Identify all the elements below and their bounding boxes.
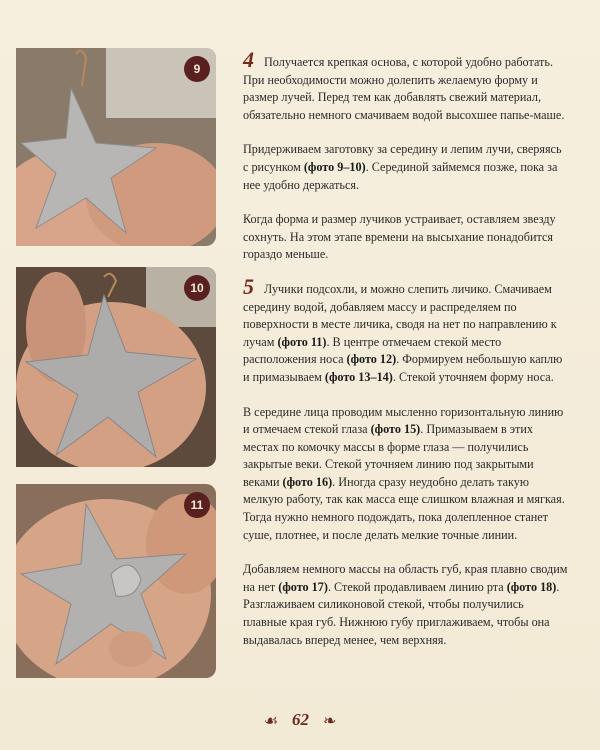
text-run: Лучики подсохли, и можно слепить личико. Смачиваем середину водой, добавляем массу и распределяем по поверхности в месте личика, сводя на нет по направлению к лучам: [243, 281, 557, 349]
text-run: В середине лица проводим мысленно горизонтальную линию и отмечаем стекой глаза: [243, 404, 564, 437]
photo-reference: (фото 18): [506, 579, 557, 594]
text-run: Когда форма и размер лучиков устраивает, оставляем звезду сохнуть. На этом этапе времени на высыхание понадобится гораздо меньше.: [243, 212, 556, 262]
text-run: . Формируем небольшую каплю и примазываем: [243, 352, 563, 384]
photo-reference: (фото 17): [278, 579, 328, 594]
paragraph: [243, 47, 568, 124]
photo-reference: (фото 9–10): [303, 159, 366, 174]
paragraph: [243, 561, 568, 649]
text-run: . Стекой уточняем форму носа.: [392, 369, 554, 384]
text-run: Добавляем немного массы на область губ, края плавно сводим на нет: [243, 562, 568, 594]
text-run: . Стекой продавливаем линию рта: [327, 579, 507, 594]
text-run: Получается крепкая основа, с которой удобно работать. При необходимости можно долепить желаемую форму и размер лучей. Перед тем как добавлять свежий материал, обязательно немного смачиваем водой высохшее папье-маше.: [243, 55, 565, 122]
paragraph: [243, 211, 568, 264]
step-number: 4: [243, 47, 254, 72]
photo-reference: (фото 16): [282, 474, 333, 489]
text-run: . Примазываем в этих местах по комочку массы в форме глаза — получились закрытые веки. Стекой уточняем линию под закрытыми веками: [243, 422, 534, 489]
text-run: . В центре отмечаем стекой место расположения носа: [243, 334, 502, 367]
paragraph: [243, 404, 568, 545]
photo-number-badge: 11: [184, 492, 210, 518]
text-run: . Иногда сразу неудобно делать такую мелкую работу, так как масса еще слишком влажная и мягкая. Тогда нужно немного подождать, пока долепленное станет суше, плотнее, и после делать мелкие точные линии.: [243, 474, 565, 542]
photo-reference: (фото 13–14): [324, 369, 393, 384]
page-footer: [0, 710, 600, 730]
photo-11: [16, 484, 216, 678]
photo-reference: (фото 11): [277, 334, 327, 349]
instructions-text: [243, 47, 568, 666]
text-run: . Разглаживаем силиконовой стекой, чтобы получились плавные края губ. Нижнюю губу приглаживаем, чтобы она выдавалась вперед менее, чем верхняя.: [243, 579, 560, 647]
paragraph: [243, 273, 568, 387]
page-number: 62: [291, 710, 309, 729]
paragraph: [243, 141, 568, 194]
photo-reference: (фото 15): [370, 422, 421, 437]
ornament-left-icon: ☙: [263, 710, 278, 730]
text-run: . Серединой займемся позже, пока за нее удобно держаться.: [243, 159, 558, 192]
photo-9: [16, 48, 216, 246]
photo-number-badge: 9: [184, 56, 210, 82]
photo-number-badge: 10: [184, 275, 210, 301]
photo-10: [16, 267, 216, 467]
ornament-right-icon: ❧: [322, 710, 337, 730]
step-number: 5: [243, 273, 254, 299]
text-run: Придерживаем заготовку за середину и лепим лучи, сверяясь с рисунком: [243, 142, 562, 174]
photo-reference: (фото 12): [346, 352, 397, 367]
